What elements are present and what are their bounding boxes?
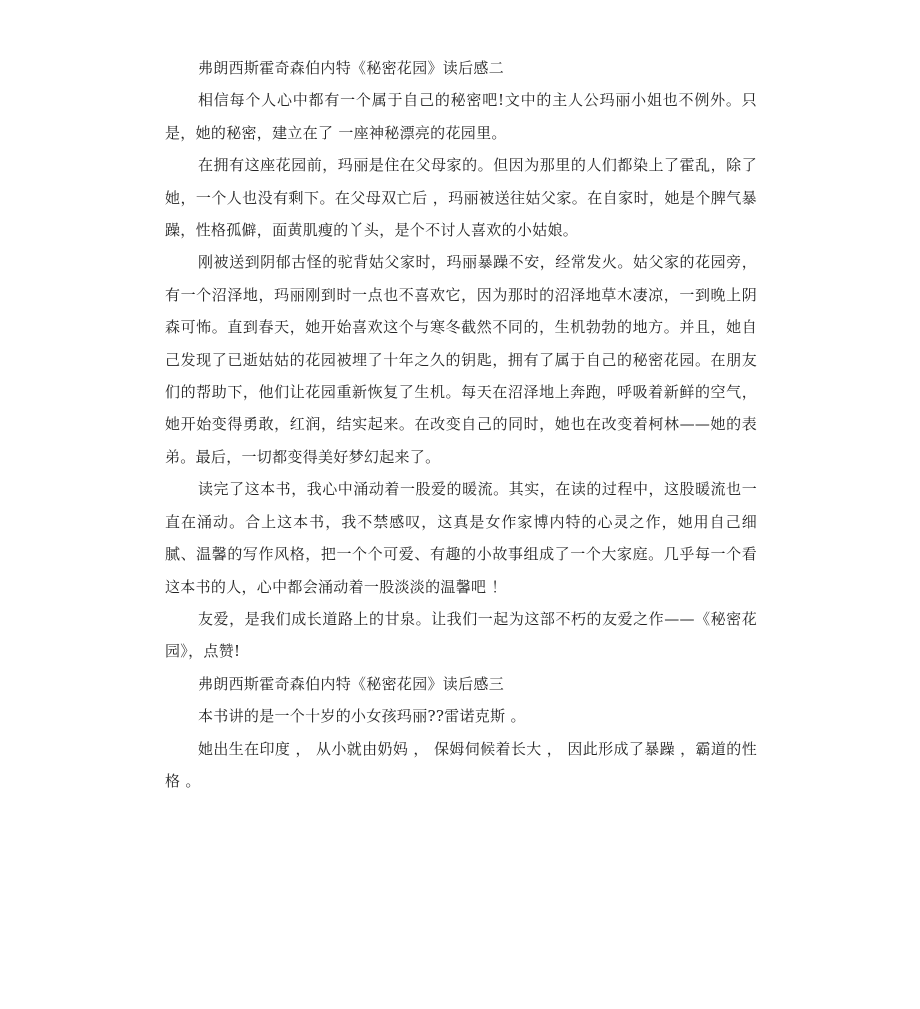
paragraph: 本书讲的是一个十岁的小女孩玛丽??雷诺克斯 。 [198,707,526,726]
essay-heading-2: 弗朗西斯霍奇森伯内特《秘密花园》读后感二 [198,59,505,77]
paragraph: 刚被送到阴郁古怪的驼背姑父家时，玛丽暴躁不安，经常发火。姑父家的花园旁，有一个沼泽地，玛丽刚到时一点也不喜欢它，因为那时的沼泽地草木凄凉，一到晚上阴森可怖。直到春天，她开始喜欢这个与寒冬截然不同的，生机勃勃的地方。并且，她自己发现了已逝姑姑的花园被埋了十年之久的钥匙，拥有了属于自己的秘密花园。在朋友们的帮助下，他们让花园重新恢复了生机。每天在沼泽地上奔跑，呼吸着新鲜的空气，她开始变得勇敢，红润，结实起来。在改变自己的同时，她也在改变着柯林——她的表弟。最后，一切都变得美好梦幻起来了。 [165,253,757,466]
essay-heading-3: 弗朗西斯霍奇森伯内特《秘密花园》读后感三 [198,674,505,693]
document-page [165,52,757,797]
paragraph: 她出生在印度 ， 从小就由奶妈 ， 保姆伺候着长大 ， 因此形成了暴躁 ，霸道的性格 。 [165,739,757,790]
paragraph: 相信每个人心中都有一个属于自己的秘密吧!文中的主人公玛丽小姐也不例外。只是，她的秘密，建立在了 一座神秘漂亮的花园里。 [165,91,757,142]
paragraph: 友爱，是我们成长道路上的甘泉。让我们一起为这部不朽的友爱之作——《秘密花园》，点赞! [165,609,757,661]
paragraph: 在拥有这座花园前，玛丽是住在父母家的。但因为那里的人们都染上了霍乱，除了她，一个人也没有剩下。在父母双亡后 ，玛丽被送往姑父家。在自家时，她是个脾气暴躁，性格孤僻，面黄肌瘦的丫头，是个不讨人喜欢的小姑娘。 [165,156,757,240]
paragraph: 读完了这本书，我心中涌动着一股爱的暖流。其实，在读的过程中，这股暖流也一直在涌动。合上这本书，我不禁感叹，这真是女作家博内特的心灵之作，她用自己细腻、温馨的写作风格，把一个个可爱、有趣的小故事组成了一个大家庭。几乎每一个看这本书的人，心中都会涌动着一股淡淡的温馨吧 ！ [165,480,757,596]
